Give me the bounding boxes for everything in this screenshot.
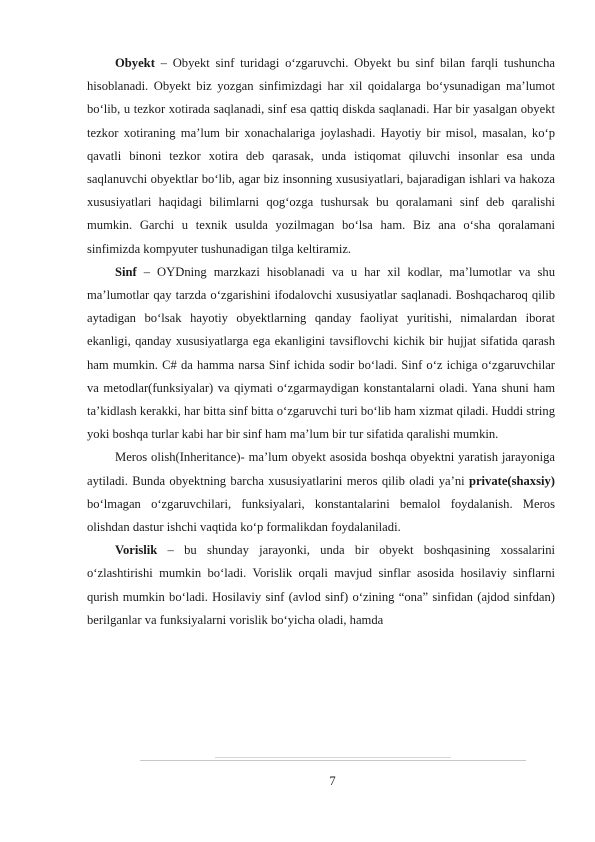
paragraph-text: bo‘lmagan o‘zgaruvchilari, funksiyalari, konstantalarini bemalol foydalanish. Meros olishdan dastur ishchi vaqtida ko‘p formalikdan foydalaniladi.: [87, 496, 555, 535]
term-separator: –: [157, 543, 185, 558]
term-separator: –: [154, 56, 173, 70]
paragraph-meros-olish: [87, 446, 555, 539]
paragraph-vorislik: [87, 539, 555, 632]
term-separator: –: [136, 264, 158, 279]
footer-divider: [140, 760, 526, 761]
paragraph-text: OYDning marzkazi hisoblanadi va u har xil kodlar, ma’lumotlar va shu ma’lumotlar qay tarzda o‘zgarishini ifodalovchi xususiyatlar saqlanadi. Boshqacharoq qilib aytadigan bo‘lsak hayotiy obyektlarning qanday faoliyat yuritishi, nimalardan iborat ekanligi, qanday xususiyatlarga ega ekanligini tavsiflovchi kichik bir hujjat sifatida qarash ham mumkin. C# da hamma narsa Sinf ichida sodir bo‘ladi. Sinf o‘z ichiga o‘zgaruvchilar va metodlar(funksiyalar) va qiymati o‘zgarmaydigan konstantalarni oladi. Yana shuni ham ta’kidlash kerakki, har bitta sinf bitta o‘zgaruvchi turi bo‘lib ham xizmat qiladi. Huddi string yoki boshqa turlar kabi har bir sinf ham ma’lum bir tur sifatida qaralishi mumkin.: [87, 264, 556, 442]
body-text: [87, 52, 555, 632]
page-number: 7: [329, 774, 336, 788]
paragraph-sinf: [87, 261, 555, 447]
paragraph-obyekt: [87, 52, 555, 261]
term-sinf: Sinf: [115, 264, 137, 279]
paragraph-text: Meros olish(Inheritance)- ma’lum obyekt asosida boshqa obyektni yaratish jarayoniga aytiladi. Bunda obyektning barcha xususiyatlarini meros qilib oladi ya’ni: [87, 450, 555, 488]
paragraph-text: Obyekt sinf turidagi o‘zgaruvchi. Obyekt bu sinf bilan farqli tushuncha hisoblanadi. Obyekt biz yozgan sinfimizdagi har xil qoidalarga bo‘ysunadigan ma’lumot bo‘lib, u tezkor xotirada saqlanadi, sinf esa qattiq diskda saqlanadi. Har bir yasalgan obyekt tezkor xotiraning ma’lum bir xonachalariga joylashadi. Hayotiy bir misol, masalan, ko‘p qavatli binoni tezkor xotira deb qarasak, unda istiqomat qiluvchi insonlar esa unda saqlanuvchi obyektlar bo‘lib, agar biz insonning xususiyatlari, bajaradigan ishlari va hakoza xususiyatlari haqidagi bilimlarni qog‘ozga tushursak bu qoralamani sinf deb qaralishi mumkin. Garchi u texnik usulda yozilmagan bo‘lsa ham. Biz ana o‘sha qoralamani sinfimizda kompyuter tushunadigan tilga keltiramiz.: [87, 56, 555, 256]
term-private: private(shaxsiy): [468, 473, 555, 488]
footer-divider-inner: [215, 757, 451, 758]
paragraph-text: bu shunday jarayonki, unda bir obyekt boshqasining xossalarini o‘zlashtirishi mumkin bo‘ladi. Vorislik orqali mavjud sinflar asosida hosilaviy sinflarni qurish mumkin bo‘ladi. Hosilaviy sinf (avlod sinf) o‘zining “ona” sinfidan (ajdod sinfdan) berilganlar va funksiyalarni vorislik bo‘yicha oladi, hamda: [87, 543, 556, 627]
term-vorislik: Vorislik: [115, 543, 158, 558]
term-obyekt: Obyekt: [115, 56, 155, 70]
